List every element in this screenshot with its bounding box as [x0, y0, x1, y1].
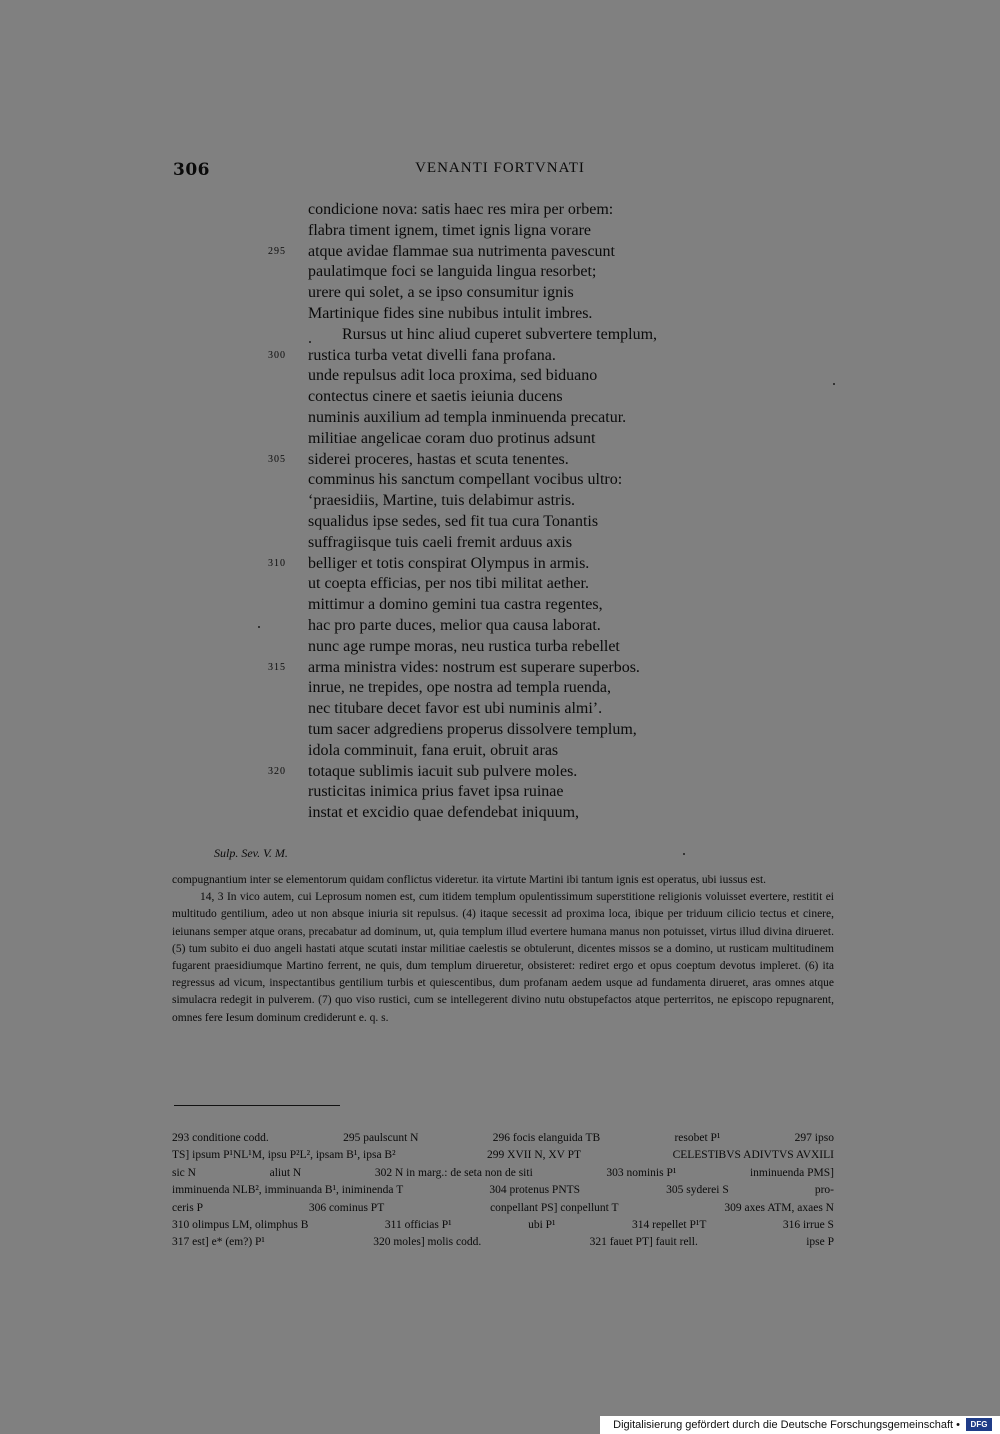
apparatus-line	[172, 1200, 834, 1217]
verse-text: numinis auxilium ad templa inminuenda precatur.	[308, 408, 627, 426]
verse-line	[308, 616, 748, 637]
verse-line	[308, 304, 748, 325]
verse-text: urere qui solet, a se ipso consumitur ignis	[308, 284, 574, 302]
apparatus-entry: 295 paulscunt N	[343, 1132, 419, 1144]
print-speck	[309, 341, 311, 343]
verse-text: nec titubare decet favor est ubi numinis almi’.	[308, 700, 603, 718]
verse-text: contectus cinere et saetis ieiunia ducens	[308, 388, 563, 406]
verse-text: paulatimque foci se languida lingua resorbet;	[308, 263, 597, 281]
commentary-paragraph: 14, 3 In vico autem, cui Leprosum nomen est, cum itidem templum opulentissimum superstitione religionis voluisset evertere, restitit ei multitudo gentilium, adeo ut non absque iniuria sit repulsus. (4) itaque secessit ad proxima loca, ibique per triduum cilicio tectus et cinere, ieiunans semper atque orans, precabatur ad dominum, ut, quia templum illud evertere humana manus non potuisset, virtus illud divina dirueret. (5) tum subito ei duo angeli hastati atque scutati instar militiae caelestis se obtulerunt, dicentes missos se a domino, ut rusticam multitudinem fugarent praesidiumque Martino ferrent, ne quis, dum templum dirueretur, obsisteret: rediret ergo et opus coeptum devotus impleret. (6) ita regressus ad vicum, inspectantibus gentilium turbis et quiescentibus, dum profanam aedem usque ad fundamenta dirueret, aras omnes atque simulacra redegit in pulverem. (7) quo viso rustici, cum se intellegerent divino nutu obstupefactos atque perterritos, ne episcopo repugnarent, omnes fere Iesum dominum crediderunt e. q. s.	[172, 891, 834, 1024]
verse-text: totaque sublimis iacuit sub pulvere moles.	[308, 762, 578, 780]
verse-line	[268, 346, 748, 367]
verse-text: hac pro parte duces, melior qua causa laborat.	[308, 616, 601, 634]
verse-line	[308, 720, 748, 741]
verse-text: condicione nova: satis haec res mira per orbem:	[308, 201, 614, 218]
verse-line	[268, 242, 748, 263]
commentary-paragraph: compugnantium inter se elementorum quidam conflictus videretur. ita virtute Martini ibi tantum ignis est operatus, ubi iussus est.	[172, 874, 767, 886]
verse-text: militiae angelicae coram duo protinus adsunt	[308, 429, 596, 447]
verse-text: rustica turba vetat divelli fana profana.	[308, 346, 556, 364]
apparatus-entry: inminuenda PMS]	[749, 1166, 834, 1179]
line-number: 320	[268, 765, 286, 777]
verse-text: nunc age rumpe moras, neu rustica turba rebellet	[308, 637, 620, 655]
apparatus-entry: 306 cominus PT	[308, 1201, 385, 1214]
apparatus-entry: aliut N	[269, 1166, 302, 1179]
apparatus-entry: 293 conditione codd.	[172, 1132, 269, 1144]
verse-text: siderei proceres, hastas et scuta tenentes.	[308, 450, 569, 468]
verse-line	[308, 491, 748, 512]
print-speck	[833, 383, 835, 385]
verse-text: atque avidae flammae sua nutrimenta pavescunt	[308, 242, 615, 260]
source-reference: Sulp. Sev. V. M.	[214, 846, 288, 860]
verse-text: squalidus ipse sedes, sed fit tua cura Tonantis	[308, 512, 599, 530]
apparatus-entry: 309 axes ATM, axaes N	[724, 1201, 834, 1214]
verse-text: unde repulsus adit loca proxima, sed biduano	[308, 367, 598, 385]
apparatus-entry: sic N	[172, 1166, 196, 1179]
apparatus-line	[172, 1165, 834, 1182]
verse-text: rusticitas inimica prius favet ipsa ruinae	[308, 783, 564, 801]
apparatus-entry: imminuenda NLB², imminuanda B¹, iniminenda T	[172, 1184, 404, 1197]
verse-line	[308, 470, 748, 491]
verse-text: instat et excidio quae defendebat iniquum,	[308, 804, 580, 822]
apparatus-entry: ubi P¹	[528, 1219, 556, 1232]
apparatus-line	[172, 1130, 834, 1147]
apparatus-entry: CELESTIBVS ADIVTVS AVXILI	[672, 1149, 834, 1162]
verse-text: belliger et totis conspirat Olympus in armis.	[308, 554, 590, 572]
verse-line	[268, 554, 748, 575]
apparatus-entry: 299 XVII N, XV PT	[487, 1149, 582, 1162]
apparatus-entry: ipse P	[806, 1236, 834, 1249]
verse-line	[308, 699, 748, 720]
apparatus-line	[172, 1182, 834, 1199]
verse-line	[308, 533, 748, 554]
apparatus-entry: 297 ipso	[794, 1132, 834, 1144]
verse-line	[308, 325, 748, 346]
verse-line	[308, 512, 748, 533]
verse-text: mittimur a domino gemini tua castra regentes,	[308, 596, 603, 614]
verse-line	[308, 366, 748, 387]
print-speck	[683, 853, 685, 855]
verse-line	[308, 221, 748, 242]
apparatus-entry: 317 est] e* (em?) P¹	[172, 1236, 265, 1249]
print-speck	[258, 626, 260, 628]
line-number: 310	[268, 557, 286, 569]
line-number: 295	[268, 245, 286, 257]
verse-text: tum sacer adgrediens properus dissolvere templum,	[308, 720, 637, 738]
apparatus-entry: 296 focis elanguida TB	[492, 1132, 601, 1144]
verse-line	[308, 637, 748, 658]
apparatus-line	[172, 1217, 834, 1234]
footnote-rule	[174, 1105, 340, 1106]
apparatus-entry: 302 N in marg.: de seta non de siti	[374, 1166, 533, 1179]
verse-line	[308, 262, 748, 283]
apparatus-line	[172, 1234, 834, 1251]
critical-apparatus	[172, 1130, 834, 1252]
line-number: 305	[268, 453, 286, 465]
verse-text: Rursus ut hinc aliud cuperet subvertere templum,	[342, 325, 658, 343]
verse-line	[308, 741, 748, 762]
apparatus-entry: 314 repellet P¹T	[632, 1219, 707, 1232]
verse-line	[308, 429, 748, 450]
apparatus-line	[172, 1147, 834, 1164]
verse-text: suffragiisque tuis caeli fremit arduus axis	[308, 533, 573, 551]
verse-line	[308, 408, 748, 429]
apparatus-entry: 310 olimpus LM, olimphus B	[172, 1219, 309, 1232]
apparatus-entry: 305 syderei S	[666, 1184, 729, 1197]
verse-line	[308, 782, 748, 803]
verse-line	[268, 658, 748, 679]
verse-text: ut coepta efficias, per nos tibi militat aether.	[308, 575, 589, 593]
commentary	[172, 872, 834, 1027]
line-number: 300	[268, 349, 286, 361]
verse-line	[308, 200, 748, 221]
verse-text: ‘praesidiis, Martine, tuis delabimur astris.	[308, 492, 576, 510]
footer-credit: Digitalisierung gefördert durch die Deutsche Forschungsgemeinschaft •	[613, 1419, 960, 1431]
verse-line	[268, 450, 748, 471]
apparatus-entry: TS] ipsum P¹NL¹M, ipsu P²L², ipsam B¹, ipsa B²	[172, 1149, 396, 1162]
verse-text: inrue, ne trepides, ope nostra ad templa ruenda,	[308, 679, 611, 697]
verse-text: comminus his sanctum compellant vocibus ultro:	[308, 471, 623, 489]
apparatus-entry: ceris P	[172, 1201, 203, 1214]
apparatus-entry: 321 fauet PT] fauit rell.	[589, 1236, 698, 1249]
apparatus-entry: conpellant PS] conpellunt T	[490, 1201, 619, 1214]
verse-text: flabra timent ignem, timet ignis ligna vorare	[308, 221, 592, 239]
verse-block	[268, 200, 748, 824]
verse-line	[308, 678, 748, 699]
line-number: 315	[268, 661, 286, 673]
page-number: 306	[173, 160, 210, 180]
apparatus-entry: 303 nominis P¹	[606, 1166, 677, 1179]
verse-line	[308, 387, 748, 408]
verse-text: Martinique fides sine nubibus intulit imbres.	[308, 304, 593, 322]
apparatus-entry: 304 protenus PNTS	[489, 1184, 581, 1197]
verse-line	[308, 283, 748, 304]
verse-text: arma ministra vides: nostrum est superare superbos.	[308, 658, 640, 676]
verse-line	[308, 595, 748, 616]
apparatus-entry: 311 officias P¹	[384, 1219, 452, 1232]
dfg-logo: DFG	[966, 1418, 992, 1431]
verse-line	[308, 574, 748, 595]
running-title: VENANTI FORTVNATI	[415, 160, 585, 176]
verse-line	[268, 762, 748, 783]
apparatus-entry: 320 moles] molis codd.	[373, 1236, 482, 1249]
apparatus-entry: resobet P¹	[674, 1132, 721, 1144]
apparatus-entry: pro-	[814, 1184, 834, 1197]
apparatus-entry: 316 irrue S	[782, 1219, 834, 1232]
verse-line	[308, 803, 748, 824]
verse-text: idola comminuit, fana eruit, obruit aras	[308, 741, 559, 759]
